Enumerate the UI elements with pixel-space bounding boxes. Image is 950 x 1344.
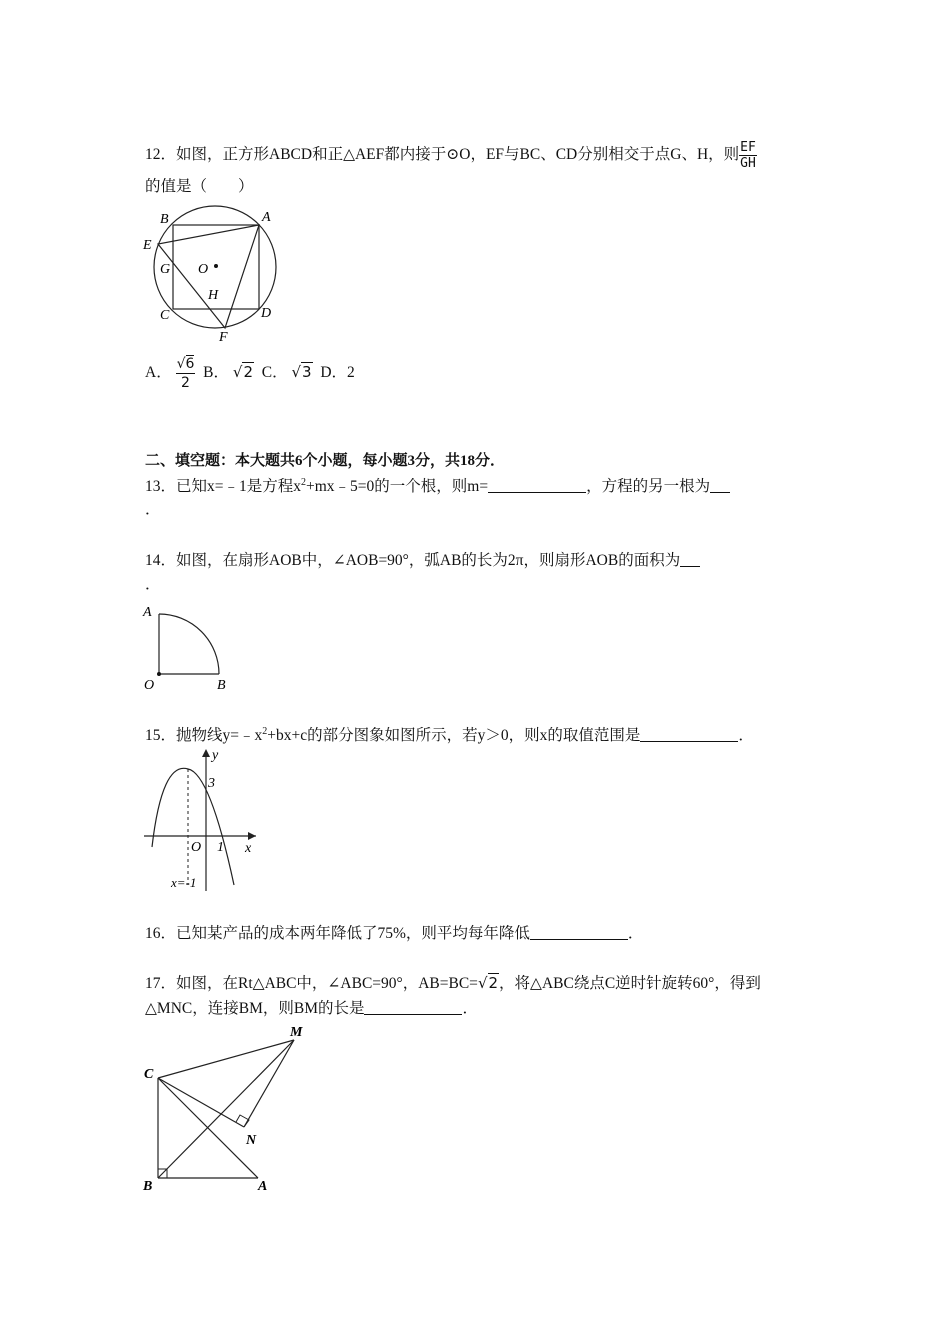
- q12-figure: [140, 205, 285, 347]
- q12-fraction: [739, 140, 757, 171]
- q17-blank[interactable]: [364, 1000, 462, 1015]
- q17-stem-line2: [145, 999, 478, 1019]
- q17-text-2: ，将△ABC绕点C逆时针旋转60°，得到: [499, 975, 761, 992]
- option-d: D．2: [320, 364, 355, 382]
- option-c-value: √3: [291, 363, 312, 382]
- arc-ab: [159, 614, 219, 674]
- y-axis-arrow: [202, 749, 210, 757]
- label-g: G: [160, 262, 171, 277]
- label-o: O: [191, 840, 202, 855]
- q12-options: [145, 355, 355, 392]
- q14-cont: ．: [145, 576, 161, 593]
- q15-text-1: 15．抛物线y=﹣x: [145, 727, 263, 744]
- q17-text-3: △MNC，连接BM，则BM的长是: [145, 1000, 365, 1017]
- segment-cn: [158, 1078, 244, 1127]
- label-f: F: [219, 330, 228, 345]
- q12-stem: [145, 140, 757, 171]
- label-h: H: [208, 288, 219, 303]
- label-o: O: [144, 678, 155, 692]
- x-axis-arrow: [248, 832, 256, 840]
- q13-cont: ．: [145, 501, 161, 518]
- q13-stem: [145, 477, 730, 497]
- q17-stem: [145, 973, 761, 994]
- label-e: E: [143, 238, 152, 253]
- q13-blank-root[interactable]: [710, 478, 730, 493]
- q17-figure: [140, 1020, 320, 1200]
- label-b: B: [143, 1179, 153, 1194]
- q14-blank[interactable]: [680, 552, 700, 567]
- q17-text-1: 17．如图，在Rt△ABC中，∠ABC=90°，AB=BC=: [145, 975, 478, 992]
- fraction-numerator: EF: [740, 140, 756, 155]
- q13-text-3: ，方程的另一根为: [586, 478, 711, 495]
- option-a-radicand: 6: [185, 356, 195, 372]
- label-c: C: [160, 308, 170, 323]
- q15-stem: [145, 726, 754, 746]
- q15-figure: [140, 745, 265, 893]
- label-x: x: [245, 841, 252, 856]
- label-m: M: [290, 1025, 303, 1040]
- q15-blank[interactable]: [640, 727, 738, 742]
- parabola: [152, 768, 234, 885]
- q13-blank-m[interactable]: [488, 478, 586, 493]
- segment-bm: [158, 1040, 294, 1178]
- label-c: C: [144, 1067, 154, 1082]
- label-b: B: [160, 212, 169, 227]
- q16-text: 16．已知某产品的成本两年降低了75%，则平均每年降低: [145, 925, 530, 942]
- q17-sqrt: √2: [477, 974, 499, 992]
- q15-text-2: +bx+c的部分图象如图所示，若y＞0，则x的取值范围是: [267, 727, 641, 744]
- label-3: 3: [208, 776, 215, 791]
- q14-stem: [145, 551, 700, 571]
- q13-text-1: 13．已知x=﹣1是方程x: [145, 478, 301, 495]
- label-b: B: [217, 678, 226, 692]
- label-n: N: [246, 1133, 257, 1148]
- q15-end: ．: [738, 727, 754, 744]
- q17-radicand: 2: [488, 974, 499, 992]
- label-a: A: [143, 605, 152, 620]
- point-o: [157, 672, 161, 676]
- label-o: O: [198, 262, 209, 277]
- center-point: [214, 264, 218, 268]
- label-y: y: [212, 748, 219, 763]
- option-b-radicand: 2: [243, 363, 253, 382]
- label-a: A: [262, 210, 271, 225]
- option-a-label: A．: [145, 364, 172, 382]
- label-1: 1: [217, 840, 224, 855]
- segment-cm: [158, 1040, 294, 1078]
- q13-text-2: +mx﹣5=0的一个根，则m=: [306, 478, 489, 495]
- label-d: D: [261, 306, 272, 321]
- label-a: A: [258, 1179, 268, 1194]
- q16-end: ．: [627, 925, 644, 942]
- q12-stem-line2: 的值是（ ）: [145, 178, 254, 195]
- section-title: 二、填空题：本大题共6个小题，每小题3分，共18分．: [145, 453, 506, 469]
- option-b-value: √2: [232, 363, 253, 382]
- option-a-value: $\frac{√6}{2}$: [176, 356, 195, 391]
- fraction-denominator: GH: [740, 156, 756, 171]
- q16-blank[interactable]: [530, 925, 628, 940]
- label-x-eq: x=-1: [171, 875, 197, 890]
- q12-text: 12．如图，正方形ABCD和正△AEF都内接于⊙O，EF与BC、CD分别相交于点G、H，则: [145, 146, 740, 164]
- q13-superscript: 2: [301, 477, 306, 488]
- q17-end: ．: [462, 1000, 478, 1017]
- option-a-denominator: 2: [181, 375, 190, 391]
- q14-figure: [140, 600, 240, 692]
- option-b-label: B．: [203, 364, 230, 382]
- option-c-radicand: 3: [302, 363, 312, 382]
- option-c-label: C．: [261, 364, 288, 382]
- q14-text: 14．如图，在扇形AOB中，∠AOB=90°，弧AB的长为2π，则扇形AOB的面积为: [145, 552, 681, 569]
- q15-superscript: 2: [262, 726, 268, 737]
- q16-stem: [145, 924, 643, 944]
